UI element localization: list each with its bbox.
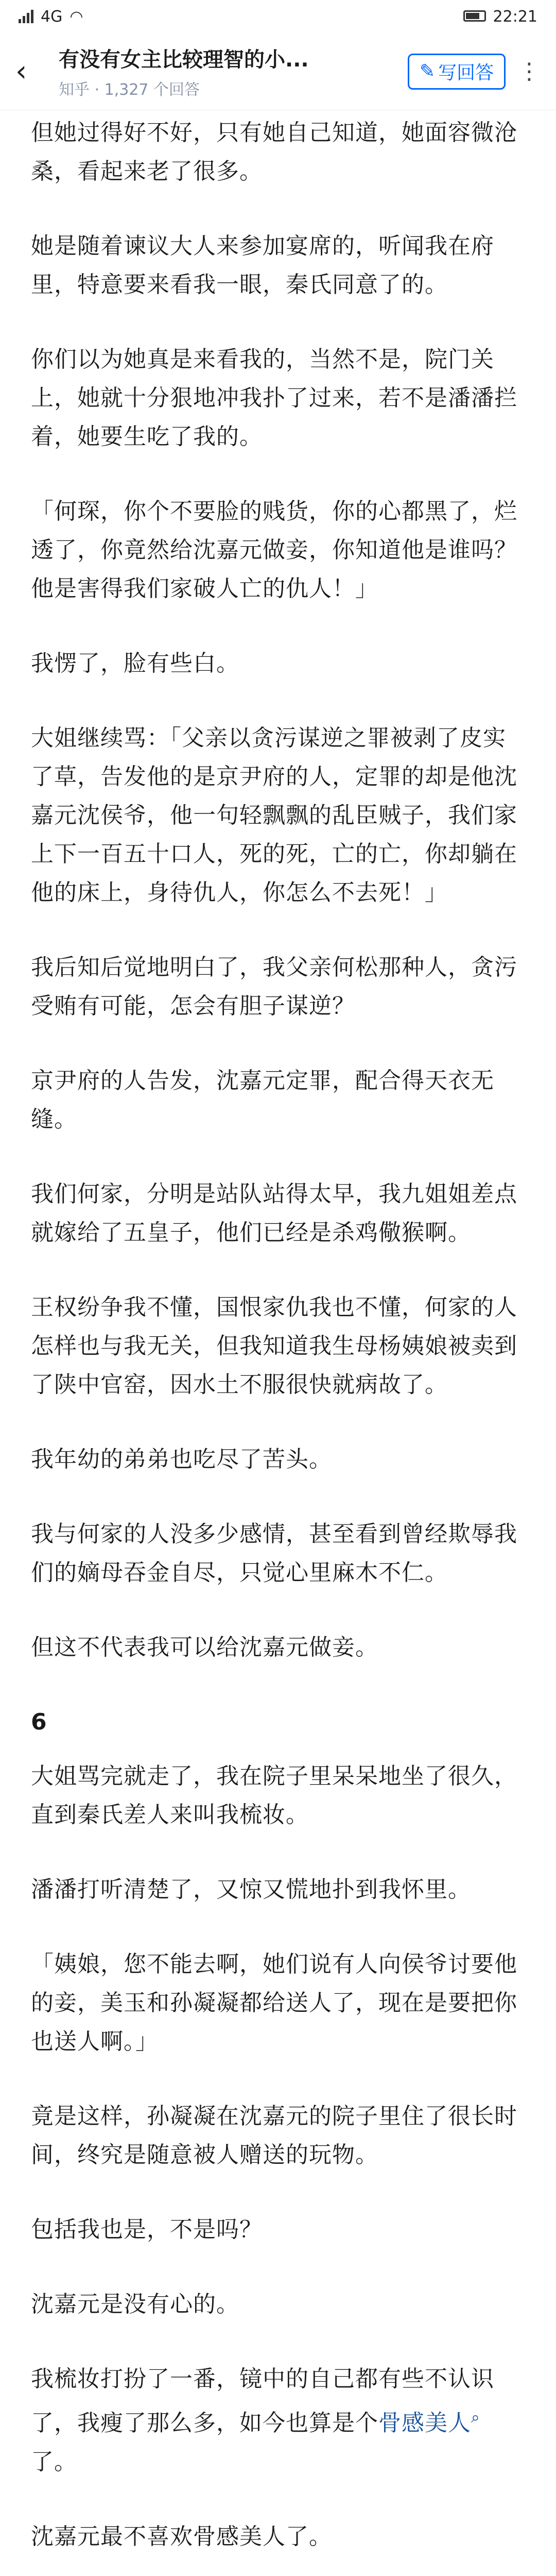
question-header [0, 33, 556, 110]
clock: 22:21 [493, 7, 537, 26]
paragraph: 大姐骂完就走了，我在院子里呆呆地坐了很久，直到秦氏差人来叫我梳妆。 [31, 1763, 517, 1828]
paragraph [31, 2360, 525, 2481]
answer-content [0, 113, 556, 2576]
paragraph: 我与何家的人没多少感情，甚至看到曾经欺辱我们的嫡母吞金自尽，只觉心里麻木不仁。 [31, 1521, 517, 1586]
paragraph: 王权纷争我不懂，国恨家仇我也不懂，何家的人怎样也与我无关，但我知道我生母杨姨娘被卖到了陕中官窑，因水土不服很快就病故了。 [31, 1294, 517, 1398]
paragraph: 大姐继续骂：「父亲以贪污谋逆之罪被剥了皮实了草，告发他的是京尹府的人，定罪的却是他沈嘉元沈侯爷，他一句轻飘飘的乱臣贼子，我们家上下一百五十口人，死的死，亡的亡，你却躺在他的床上，身待仇人，你怎么不去死！」 [31, 725, 517, 906]
paragraph: 你们以为她真是来看我的，当然不是，院门关上，她就十分狠地冲我扑了过来，若不是潘潘拦着，她要生吃了我的。 [31, 346, 517, 450]
paragraph: 「姨娘，您不能去啊，她们说有人向侯爷讨要他的妾，美玉和孙凝凝都给送人了，现在是要把你也送人啊。」 [31, 1951, 517, 2055]
edit-icon: ✎ [419, 61, 436, 82]
question-title[interactable]: 有没有女主比较理智的小... [59, 48, 309, 72]
paragraph: 沈嘉元是没有心的。 [31, 2291, 239, 2317]
keyword-link[interactable]: 骨感美人 [378, 2410, 471, 2436]
paragraph: 竟是这样，孙凝凝在沈嘉元的院子里住了很长时间，终究是随意被人赠送的玩物。 [31, 2103, 517, 2168]
paragraph: 但这不代表我可以给沈嘉元做妾。 [31, 1634, 378, 1660]
paragraph-text: 我梳妆打扮了一番，镜中的自己都有些不认识了，我瘦了那么多，如今也算是个 [31, 2366, 494, 2436]
section-number: 6 [31, 1709, 47, 1735]
question-title-block[interactable] [46, 43, 408, 99]
paragraph: 「何琛，你个不要脸的贱货，你的心都黑了，烂透了，你竟然给沈嘉元做妾，你知道他是谁吗？他是害得我们家破人亡的仇人！」 [31, 498, 517, 602]
network-label: 4G [41, 7, 63, 26]
question-meta: 知乎 · 1,327 个回答 [59, 81, 200, 99]
paragraph: 我们何家，分明是站队站得太早，我九姐姐差点就嫁给了五皇子，他们已经是杀鸡儆猴啊。 [31, 1181, 517, 1246]
paragraph: 京尹府的人告发，沈嘉元定罪，配合得天衣无缝。 [31, 1067, 494, 1132]
paragraph: 包括我也是，不是吗？ [31, 2216, 263, 2243]
paragraph: 我年幼的弟弟也吃尽了苦头。 [31, 1446, 332, 1472]
write-answer-label: 写回答 [438, 62, 494, 83]
paragraph-text: 了。 [31, 2448, 77, 2475]
search-icon[interactable]: ⌕ [471, 2409, 480, 2427]
status-left [19, 8, 83, 26]
wifi-icon: ◠ [70, 7, 83, 26]
write-answer-button[interactable] [408, 54, 506, 90]
paragraph: 我后知后觉地明白了，我父亲何松那种人，贪污受贿有可能，怎会有胆子谋逆？ [31, 954, 517, 1019]
status-bar [0, 0, 556, 33]
paragraph: 她是随着谏议大人来参加宴席的，听闻我在府里，特意要来看我一眼，秦氏同意了的。 [31, 233, 494, 298]
paragraph: 沈嘉元最不喜欢骨感美人了。 [31, 2523, 332, 2550]
paragraph: 但她过得好不好，只有她自己知道，她面容微沧桑，看起来老了很多。 [31, 120, 517, 184]
paragraph: 我愣了，脸有些白。 [31, 650, 239, 676]
signal-icon [19, 10, 33, 23]
paragraph: 潘潘打听清楚了，又惊又慌地扑到我怀里。 [31, 1876, 471, 1903]
battery-icon [463, 8, 486, 26]
back-arrow-icon[interactable]: ‹ [15, 54, 27, 88]
more-dots-icon[interactable]: ⋮ [518, 58, 541, 84]
status-right [463, 8, 537, 26]
